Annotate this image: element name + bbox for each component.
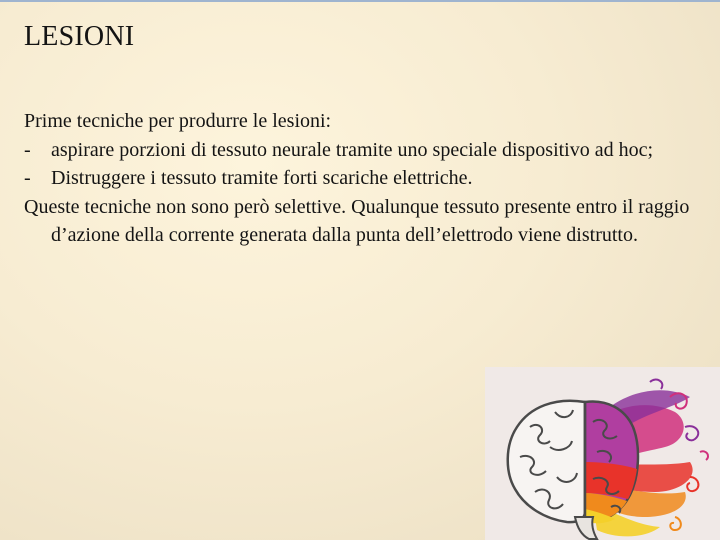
conclusion-paragraph: Queste tecniche non sono però selettive. Qualunque tessuto presente entro il raggio d’azione della corrente generata dalla punta dell’elettrodo viene distrutto. [24,195,690,246]
top-accent-line [0,0,720,2]
bullet-text: aspirare porzioni di tessuto neurale tramite uno speciale dispositivo ad hoc; [51,138,654,161]
slide-body [24,107,708,250]
bullet-text: Distruggere i tessuto tramite forti scariche elettriche. [51,167,473,189]
bullet-marker: - [24,167,31,189]
bullet-marker: - [24,138,31,161]
bullet-item [24,136,708,165]
slide-title: LESIONI [24,21,135,52]
brain-icon [485,367,720,540]
brain-illustration [485,367,720,540]
bullet-item [24,164,708,193]
intro-paragraph: Prime tecniche per produrre le lesioni: [24,110,332,132]
